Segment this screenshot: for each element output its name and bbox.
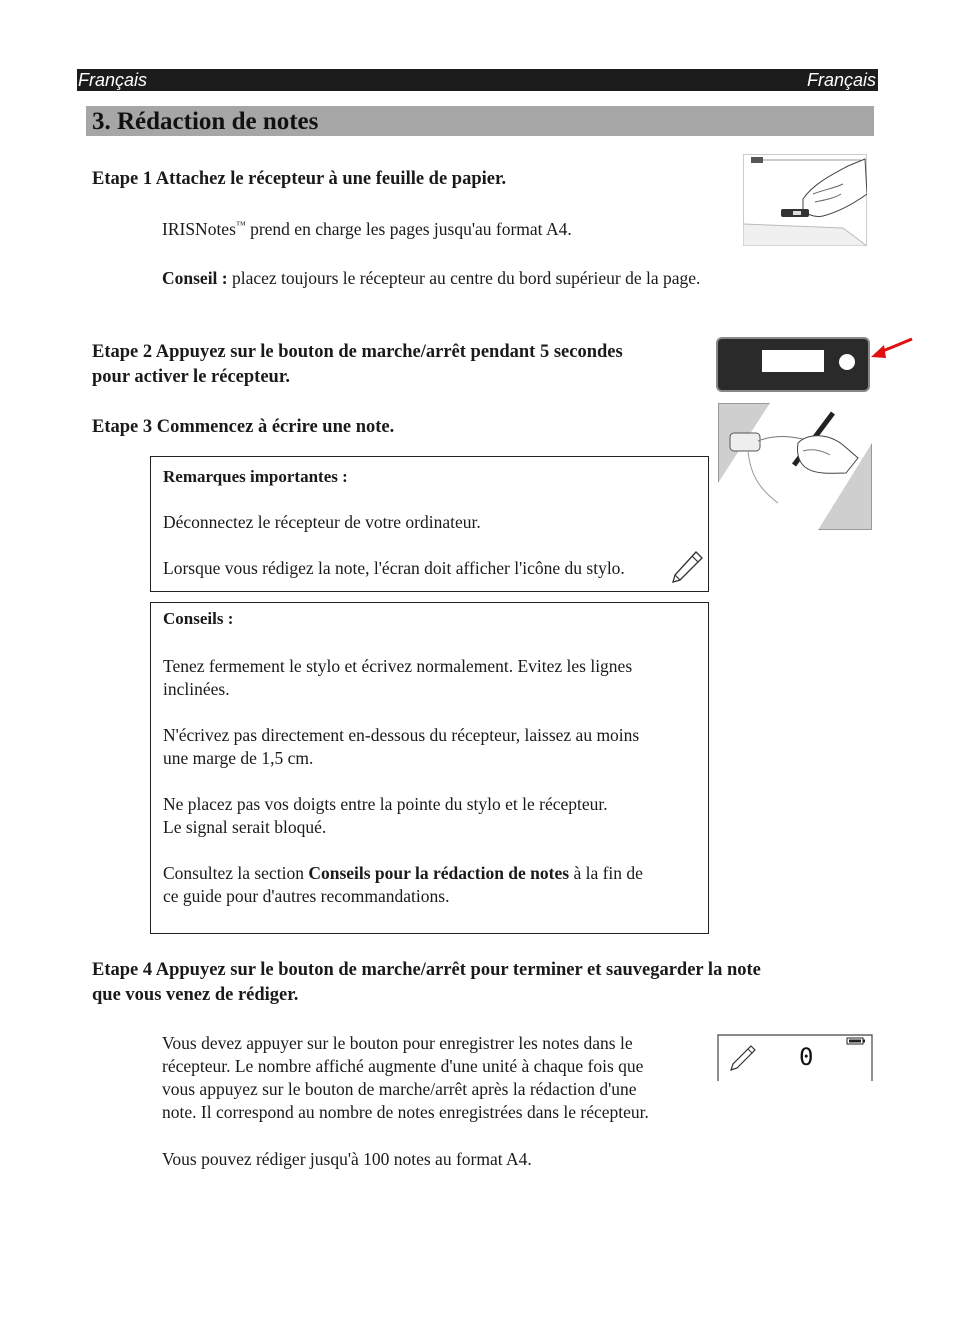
tips-p4-section-ref: Conseils pour la rédaction de notes xyxy=(308,863,570,883)
step1-format-text xyxy=(162,218,572,241)
step4-paragraph-2: Vous pouvez rédiger jusqu'à 100 notes au format A4. xyxy=(162,1149,532,1169)
language-header-bar xyxy=(77,69,878,91)
tips-p1-line2: inclinées. xyxy=(163,679,230,699)
step1-tip-text: placez toujours le récepteur au centre du bord supérieur de la page. xyxy=(227,268,701,288)
step3-title: Etape 3 Commencez à écrire une note. xyxy=(92,417,395,437)
step4-title xyxy=(92,958,761,1008)
arrow-icon xyxy=(871,339,912,358)
remarks-box xyxy=(150,456,709,592)
step1-format-rest: prend en charge les pages jusqu'au format A4. xyxy=(245,219,572,239)
receiver-device-illustration xyxy=(716,337,914,393)
battery-icon xyxy=(847,1038,865,1044)
tips-paragraph-4 xyxy=(163,862,708,908)
writing-illustration xyxy=(718,403,872,530)
section-title: 3. Rédaction de notes xyxy=(92,108,319,135)
step4-p1-line2: récepteur. Le nombre affiché augmente d'une unité à chaque fois que xyxy=(162,1056,644,1076)
tips-heading: Conseils : xyxy=(163,609,234,628)
tips-p3-line1: Ne placez pas vos doigts entre la pointe du stylo et le récepteur. xyxy=(163,794,608,814)
tips-p4-prefix: Consultez la section xyxy=(163,863,309,883)
tips-paragraph-3 xyxy=(163,793,708,839)
tips-p2-line1: N'écrivez pas directement en-dessous du récepteur, laissez au moins xyxy=(163,725,640,745)
tips-p1-line1: Tenez fermement le stylo et écrivez normalement. Evitez les lignes xyxy=(163,656,633,676)
tips-p4-line2: ce guide pour d'autres recommandations. xyxy=(163,886,450,906)
step4-title-line1: Etape 4 Appuyez sur le bouton de marche/arrêt pour terminer et sauvegarder la note xyxy=(92,960,761,980)
note-count-display: 0 xyxy=(799,1043,814,1071)
brand-name: IRISNotes xyxy=(162,219,236,239)
step4-title-line2: que vous venez de rédiger. xyxy=(92,985,299,1005)
remarks-heading: Remarques importantes : xyxy=(163,467,348,486)
remarks-line2: Lorsque vous rédigez la note, l'écran doit afficher l'icône du stylo. xyxy=(163,558,625,578)
tips-paragraph-2 xyxy=(163,724,708,770)
step4-paragraph-1 xyxy=(162,1032,649,1124)
header-language-right: Français xyxy=(806,70,876,90)
step2-title-line2: pour activer le récepteur. xyxy=(92,367,290,387)
step4-p1-line1: Vous devez appuyer sur le bouton pour enregistrer les notes dans le xyxy=(162,1033,633,1053)
trademark-symbol: ™ xyxy=(235,220,246,232)
attach-receiver-illustration xyxy=(743,154,867,246)
tips-box xyxy=(150,602,709,934)
tips-paragraph-1 xyxy=(163,655,708,701)
pen-icon xyxy=(669,549,705,585)
receiver-display-illustration xyxy=(717,1034,874,1082)
step4-p1-line3: vous appuyez sur le bouton de marche/arrêt après la rédaction d'une xyxy=(162,1079,637,1099)
section-title-bar xyxy=(86,106,874,136)
step1-tip xyxy=(162,267,700,290)
step2-title-line1: Etape 2 Appuyez sur le bouton de marche/arrêt pendant 5 secondes xyxy=(92,342,623,362)
remarks-line1: Déconnectez le récepteur de votre ordinateur. xyxy=(163,512,481,532)
step1-tip-label: Conseil : xyxy=(162,268,228,288)
step2-title xyxy=(92,340,623,390)
tips-p2-line2: une marge de 1,5 cm. xyxy=(163,748,314,768)
step1-title: Etape 1 Attachez le récepteur à une feuille de papier. xyxy=(92,169,507,189)
step4-p1-line4: note. Il correspond au nombre de notes enregistrées dans le récepteur. xyxy=(162,1102,649,1122)
header-language-left: Français xyxy=(78,70,148,90)
tips-p4-suffix: à la fin de xyxy=(569,863,643,883)
tips-p3-line2: Le signal serait bloqué. xyxy=(163,817,327,837)
